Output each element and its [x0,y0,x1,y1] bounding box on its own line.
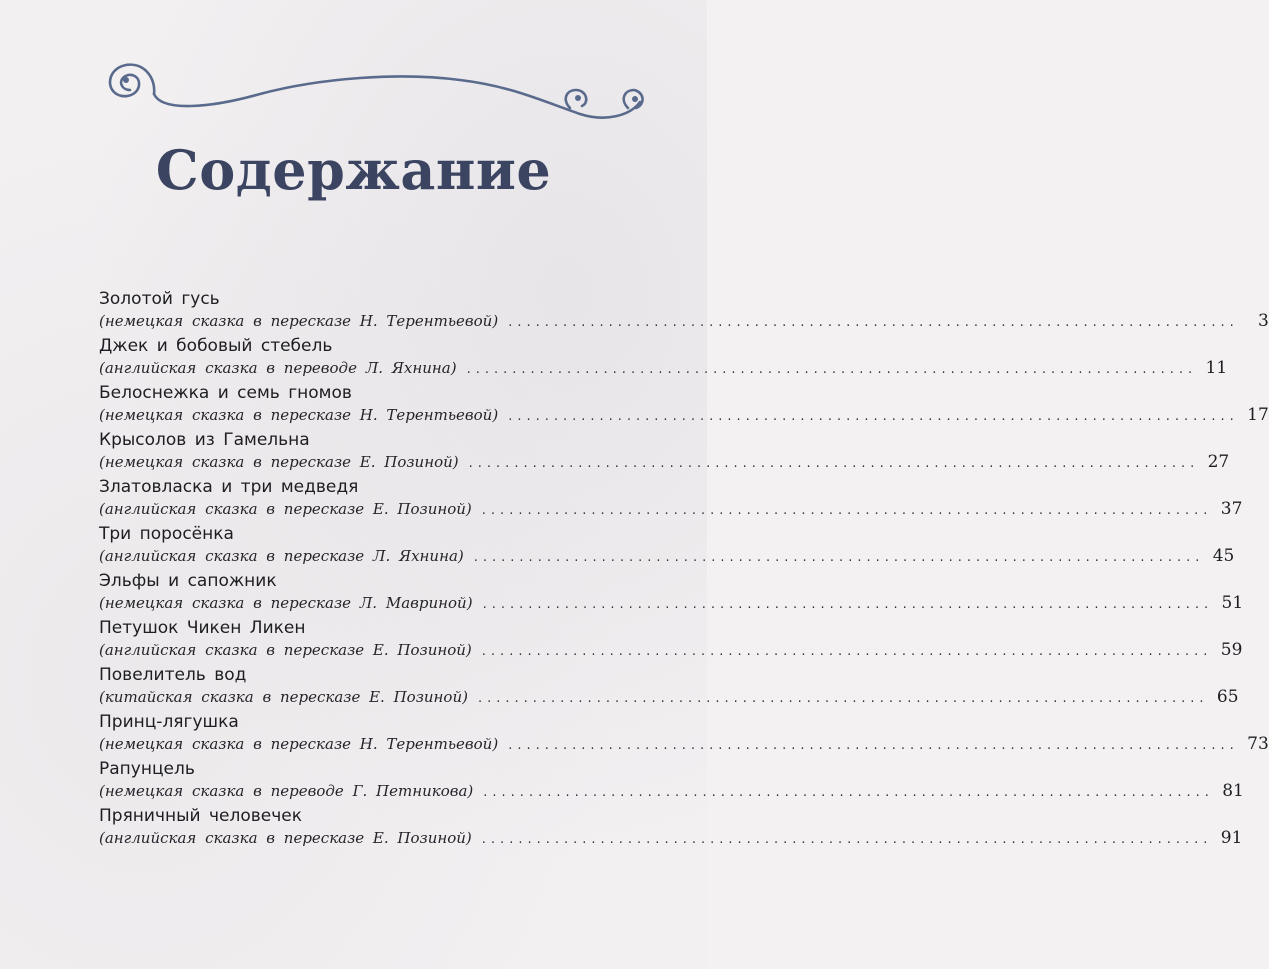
toc-entry[interactable] [99,476,1243,523]
toc-entry-subtitle: (немецкая сказка в пересказе Н. Терентьевой) [99,735,499,753]
toc-entry-title: Рапунцель [99,759,195,779]
toc-entry-line [99,639,1243,661]
dot-leader: ................................................................................ [481,644,1213,659]
page-number: 37 [1220,499,1243,519]
toc-entry-line [99,498,1243,520]
toc-entry-subtitle: (немецкая сказка в пересказе Н. Терентьевой) [99,312,499,330]
dot-leader: ................................................................................ [466,362,1198,377]
toc-entry-title: Пряничный человечек [99,806,303,826]
toc-entry-title: Принц-лягушка [99,712,239,732]
toc-entry-line [99,545,1235,567]
toc-entry-subtitle: (немецкая сказка в пересказе Е. Позиной) [99,453,459,471]
dot-leader: ................................................................................ [483,785,1214,800]
toc-entry-title: Повелитель вод [99,665,247,685]
toc-entry[interactable] [99,429,1230,476]
toc-entry-line [99,780,1244,802]
toc-entry-subtitle: (английская сказка в пересказе Л. Яхнина) [99,547,464,565]
toc-entry-line [99,310,1269,332]
toc-entry-subtitle: (китайская сказка в пересказе Е. Позиной) [99,688,468,706]
toc-entry[interactable] [99,570,1244,617]
page-number: 73 [1247,734,1269,754]
dot-leader: ................................................................................ [481,832,1213,847]
dot-leader: ................................................................................ [508,315,1239,330]
page-number: 45 [1212,546,1235,566]
toc-entry-title: Золотой гусь [99,289,220,309]
toc-entry-subtitle: (английская сказка в переводе Л. Яхнина) [99,359,457,377]
toc-entry[interactable] [99,664,1239,711]
toc-entry-title: Златовласка и три медведя [99,477,359,497]
toc-entry[interactable] [99,288,1269,335]
dot-leader: ................................................................................ [481,503,1213,518]
toc-entry-subtitle: (немецкая сказка в пересказе Н. Терентьевой) [99,406,499,424]
toc-entry-line [99,451,1230,473]
toc-entry[interactable] [99,617,1243,664]
page-number: 11 [1205,358,1228,378]
toc-entry-line [99,592,1244,614]
dot-leader: ................................................................................ [508,738,1239,753]
toc-entry-title: Крысолов из Гамельна [99,430,310,450]
toc-entry[interactable] [99,523,1235,570]
toc-entry-subtitle: (английская сказка в пересказе Е. Позиной) [99,500,472,518]
page-title: Содержание [155,138,552,202]
toc-entry-title: Три поросёнка [99,524,234,544]
dot-leader: ................................................................................ [468,456,1200,471]
page-number: 3 [1257,311,1269,331]
page-number: 59 [1220,640,1243,660]
toc-entry-line [99,404,1269,426]
page-number: 81 [1222,781,1244,801]
toc-entry-title: Джек и бобовый стебель [99,336,333,356]
toc-entry[interactable] [99,711,1269,758]
toc-entry[interactable] [99,758,1244,805]
page-number: 51 [1221,593,1244,613]
toc-entry[interactable] [99,382,1269,429]
toc-entry-subtitle: (немецкая сказка в переводе Г. Петникова) [99,782,474,800]
dot-leader: ................................................................................ [482,597,1214,612]
table-of-contents [99,288,1269,852]
page-number: 27 [1207,452,1230,472]
dot-leader: ................................................................................ [477,691,1209,706]
toc-entry-title: Эльфы и сапожник [99,571,277,591]
toc-entry-line [99,686,1239,708]
toc-entry-line [99,733,1269,755]
toc-entry-subtitle: (немецкая сказка в пересказе Л. Мавриной) [99,594,473,612]
page-number: 17 [1247,405,1269,425]
dot-leader: ................................................................................ [473,550,1205,565]
toc-entry-subtitle: (английская сказка в пересказе Е. Позиной) [99,641,472,659]
page-number: 91 [1220,828,1243,848]
toc-entry-title: Белоснежка и семь гномов [99,383,352,403]
toc-entry-line [99,827,1243,849]
toc-entry-subtitle: (английская сказка в пересказе Е. Позиной) [99,829,472,847]
toc-entry[interactable] [99,805,1243,852]
toc-entry-line [99,357,1228,379]
toc-entry[interactable] [99,335,1228,382]
swirl-flourish-icon [100,50,645,140]
toc-entry-title: Петушок Чикен Ликен [99,618,306,638]
dot-leader: ................................................................................ [508,409,1239,424]
page-number: 65 [1216,687,1239,707]
